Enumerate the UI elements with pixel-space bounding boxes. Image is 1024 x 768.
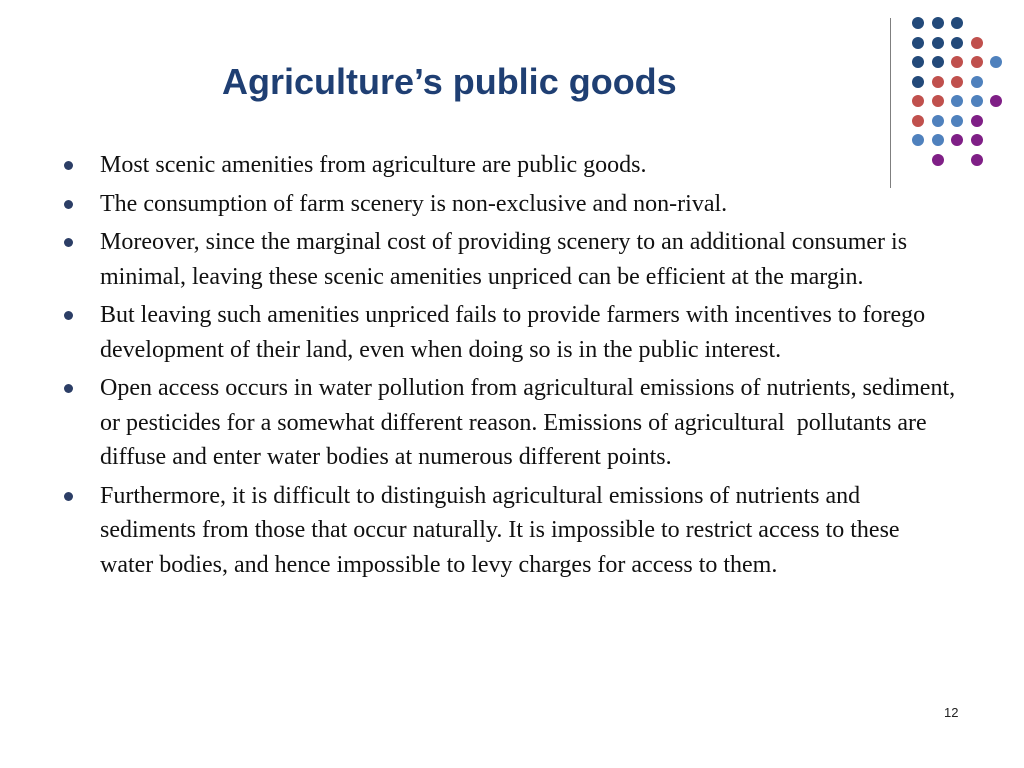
bullet-icon — [64, 238, 73, 247]
bullet-text: Furthermore, it is difficult to distinguish agricultural emissions of nutrients and sediments from those that occur naturally. It is impossible to restrict access to these water bodies, and hence impossible to levy charges for access to them. — [100, 482, 906, 578]
decorative-dot — [932, 95, 944, 107]
decorative-dot — [951, 17, 963, 29]
decorative-dot — [912, 17, 924, 29]
bullet-icon — [64, 200, 73, 209]
decorative-dot — [912, 134, 924, 146]
bullet-text: Open access occurs in water pollution from agricultural emissions of nutrients, sediment, or pesticides for a somewhat different reason. Emissions of agricultural pollutants are diffuse and enter water bodies at numerous different points. — [100, 375, 962, 470]
decorative-dot — [932, 37, 944, 49]
bullet-item — [58, 479, 958, 583]
decorative-dot — [971, 154, 983, 166]
decorative-dot — [951, 37, 963, 49]
slide-title: Agriculture’s public goods — [222, 61, 677, 102]
bullet-item — [58, 225, 958, 294]
decorative-dot — [951, 76, 963, 88]
bullet-icon — [64, 384, 73, 393]
bullet-text: The consumption of farm scenery is non-exclusive and non-rival. — [100, 190, 728, 217]
decorative-dot — [990, 56, 1002, 68]
decorative-dot — [971, 56, 983, 68]
decorative-dot — [971, 134, 983, 146]
decorative-dot — [912, 37, 924, 49]
decorative-dot — [971, 76, 983, 88]
bullet-list — [58, 148, 962, 586]
decorative-dot — [951, 115, 963, 127]
decorative-dot — [932, 76, 944, 88]
decorative-dot — [971, 95, 983, 107]
decorative-dot — [932, 17, 944, 29]
decorative-dot — [971, 115, 983, 127]
bullet-text: Most scenic amenities from agriculture are public goods. — [100, 152, 647, 178]
decorative-dot — [971, 37, 983, 49]
decorative-dot — [932, 134, 944, 146]
bullet-text: Moreover, since the marginal cost of providing scenery to an additional consumer is minimal, leaving these scenic amenities unpriced can be efficient at the margin. — [100, 229, 914, 290]
bullet-text: But leaving such amenities unpriced fails to provide farmers with incentives to forego development of their land, even when doing so is in the public interest. — [100, 302, 932, 363]
bullet-icon — [64, 311, 73, 320]
bullet-item — [58, 298, 958, 367]
decorative-dot — [951, 56, 963, 68]
decorative-dot — [912, 76, 924, 88]
bullet-item — [58, 187, 958, 222]
bullet-item — [58, 148, 958, 183]
decorative-dot — [912, 115, 924, 127]
decorative-dot — [932, 56, 944, 68]
bullet-icon — [64, 161, 73, 170]
decorative-dot — [951, 134, 963, 146]
decorative-dot — [912, 95, 924, 107]
decorative-dot — [932, 115, 944, 127]
page-number: 12 — [944, 705, 959, 720]
bullet-icon — [64, 492, 73, 501]
decorative-dot — [990, 95, 1002, 107]
decorative-dot — [912, 56, 924, 68]
decorative-dot — [951, 95, 963, 107]
bullet-item — [58, 371, 962, 475]
